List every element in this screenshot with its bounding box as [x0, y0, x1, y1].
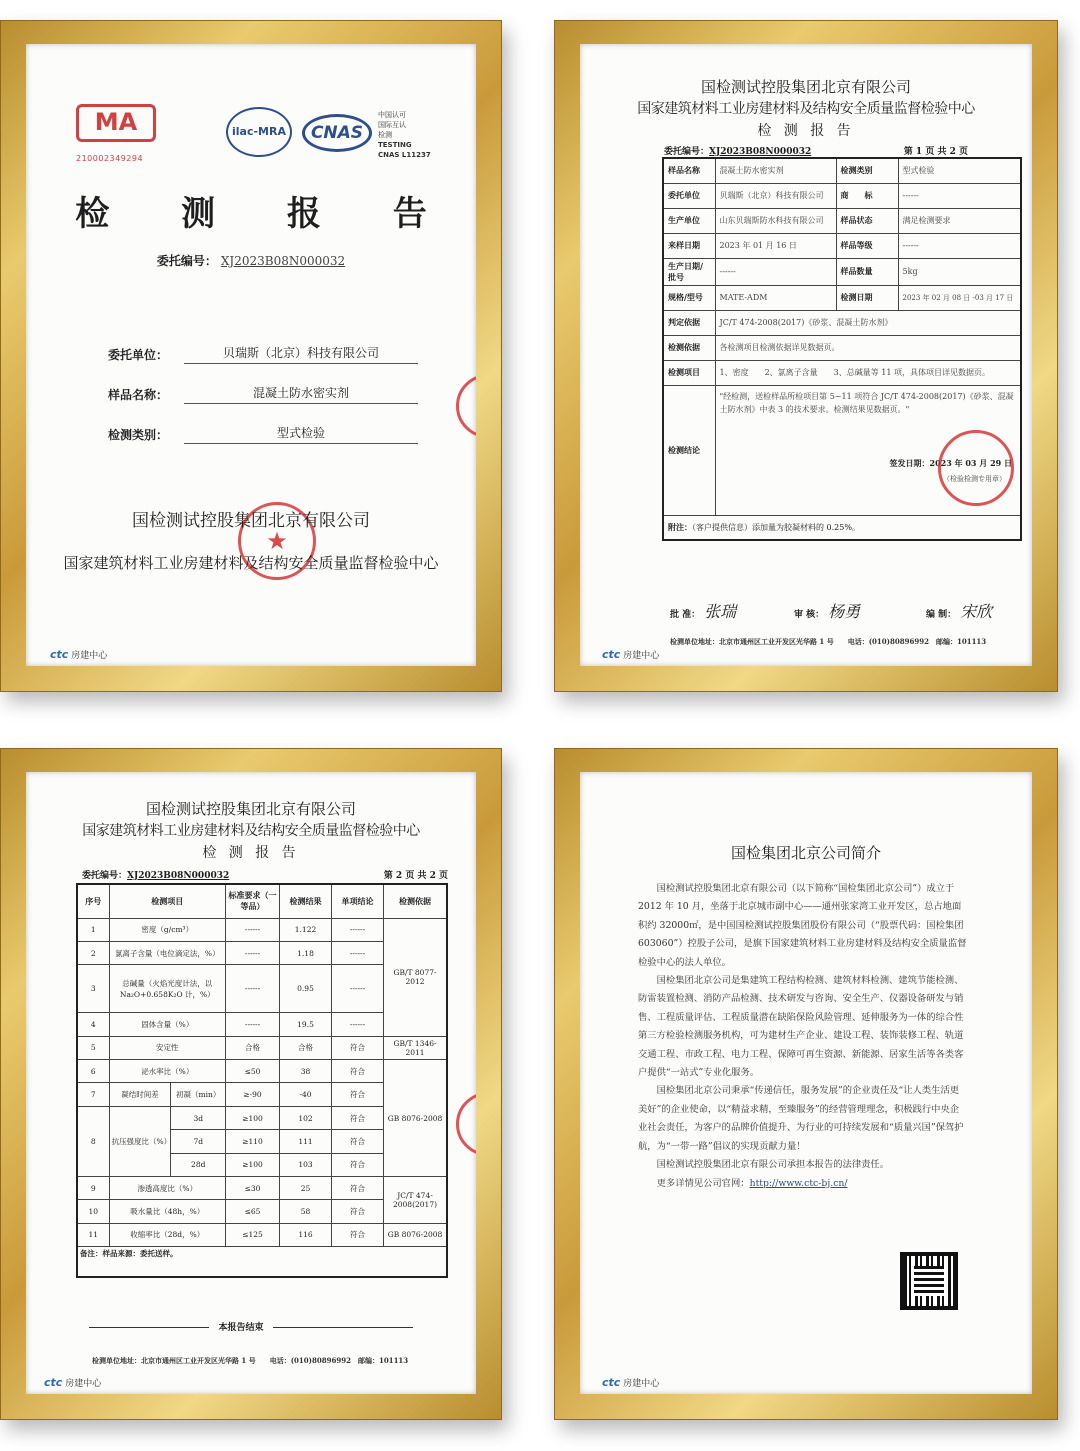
cnas-accreditation-text: 中国认可 国际互认 检测 TESTING CNAS L11237	[378, 111, 431, 159]
profile-paragraph: 国检集团北京公司是集建筑工程结构检测、建筑材料检测、建筑节能检测、防雷装置检测、消防产品检测、技术研发与咨询、安全生产、仪器设备研发与销售、工程质量评估、工程质量潜在缺陷保险风险管理、延伸服务为一体的综合性第三方检验检测服务机构，可为建材生产企业、建设工程、装饰装修工程、轨道交通工程、市政工程、电力工程、保障可再生资源、新能源、居家生活等各类客户提供“一站式”专业化服务。	[638, 975, 964, 1079]
ctc-logo: ctc	[602, 1376, 621, 1389]
ctc-brand: ctc 房建中心	[602, 648, 660, 661]
table-row: 7d ≥110 111 符合	[77, 1130, 447, 1153]
website-line: 更多详情见公司官网：http://www.ctc-bj.cn/	[656, 1177, 848, 1189]
org-name-line-2: 国家建筑材料工业房建材料及结构安全质量监督检验中心	[82, 823, 420, 839]
table-row: 附注：（客户提供信息）添加量为胶凝材料的 0.25%。	[663, 515, 1021, 540]
cma-logo: MA	[76, 104, 156, 142]
test-results-table	[76, 883, 448, 1278]
field-test-type: 检测类别： 型式检验	[108, 422, 418, 446]
table-row: 5 安定性 合格 合格 符合 GB/T 1346-2011	[77, 1036, 447, 1059]
table-row: 28d ≥100 103 符合	[77, 1153, 447, 1176]
certificate-frame-1	[0, 20, 502, 692]
org-name-line-2: 国家建筑材料工业房建材料及结构安全质量监督检验中心	[637, 101, 975, 117]
table-row: 9 渗透高度比（%） ≤30 25 符合 JC/T 474-2008(2017)	[77, 1177, 447, 1200]
table-row: 生产日期/批号 ------ 样品数量 5kg	[663, 258, 1021, 285]
report-title: 检 测 报 告	[202, 845, 300, 861]
table-row: 1 密度（g/cm³） ------ 1.122 ------ GB/T 8077-2012	[77, 918, 447, 941]
website-link[interactable]: http://www.ctc-bj.cn/	[749, 1177, 848, 1189]
org-name-line-1: 国检测试控股集团北京有限公司	[700, 78, 911, 96]
table-row: 11 收缩率比（28d，%） ≤125 116 符合 GB 8076-2008	[77, 1223, 447, 1246]
commission-number: 委托编号： XJ2023B08N000032	[156, 254, 346, 268]
ctc-logo: ctc	[602, 648, 621, 661]
qr-code-icon[interactable]	[900, 1252, 958, 1310]
field-sample-name: 样品名称： 混凝土防水密实剂	[108, 382, 418, 406]
ctc-logo: ctc	[50, 648, 69, 661]
report-cover-page	[26, 44, 476, 666]
ilac-mra-logo: ilac-MRA	[226, 107, 292, 157]
org-name-line-2: 国家建筑材料工业房建材料及结构安全质量监督检验中心	[63, 554, 439, 572]
table-row: 来样日期 2023 年 01 月 16 日 样品等级 ------	[663, 233, 1021, 258]
footer-address: 检测单位地址：北京市通州区工业开发区光华路 1 号 电话：(010)80896992 邮编：101113	[92, 1356, 409, 1365]
conclusion-row: 检测结论 "经检测，送检样品所检项目第 5~11 项符合 JC/T 474-2008(2017)《砂浆、混凝土防水剂》中表 3 的技术要求。检测结果见数据页。" 签发日期：2023 年 03 月 29 日 （检验检测专用章）	[663, 385, 1021, 515]
table-row: 检测项目 1、密度 2、氯离子含量 3、总碱量等 11 项，具体项目详见数据页。	[663, 360, 1021, 385]
profile-paragraph: 国检集团北京公司秉承“传递信任，服务发展”的企业责任及“让人类生活更美好”的企业使命，以“精益求精，至臻服务”的经营管理理念，积极践行中央企业社会责任，为客户的品牌价值提升、为行业的可持续发展和“质量兴国”保驾护航，为“一带一路”倡议的实现贡献力量！	[638, 1085, 964, 1152]
company-profile-page	[580, 772, 1032, 1394]
page-info: 第 2 页 共 2 页	[383, 871, 448, 881]
org-name-line-1: 国检测试控股集团北京有限公司	[132, 511, 370, 531]
certificate-frame-2	[554, 20, 1058, 692]
table-note-row: 备注：样品来源：委托送样。	[77, 1247, 447, 1277]
red-seal-stamp: ★	[238, 502, 316, 580]
table-row: 样品名称 混凝土防水密实剂 检测类别 型式检验	[663, 158, 1021, 183]
table-row: 8 抗压强度比（%） 3d ≥100 102 符合	[77, 1106, 447, 1129]
table-row: 判定依据 JC/T 474-2008(2017)《砂浆、混凝土防水剂》	[663, 310, 1021, 335]
table-row: 规格/型号 MATE-ADM 检测日期 2023 年 02 月 08 日 -03 月 17 日	[663, 285, 1021, 310]
ctc-brand: ctc 房建中心	[50, 648, 108, 661]
table-row: 6 泌水率比（%） ≤50 38 符合 GB 8076-2008	[77, 1060, 447, 1083]
table-row: 检测依据 各检测项目检测依据详见数据页。	[663, 335, 1021, 360]
summary-table	[662, 157, 1022, 541]
table-row: 3 总碱量（火焰光度计法，以 Na₂O+0.658K₂O 计，%） ------ 0.95 ------	[77, 965, 447, 1013]
profile-title: 国检集团北京公司简介	[730, 844, 881, 862]
report-end-marker: 本报告结束	[82, 1320, 420, 1333]
profile-paragraph: 国检测试控股集团北京有限公司（以下简称“国检集团北京公司”）成立于 2012 年 10 月，坐落于北京城市副中心——通州张家湾工业开发区，总占地面积约 32000㎡，是中国国检测试控股集团股份有限公司（“股票代码：国检集团 603060”）控股子公司，是旗下国家建筑材料工业房建材料及结构安全质量监督检验中心的法人单位。	[638, 883, 967, 968]
report-summary-page	[580, 44, 1032, 666]
commission-number: 委托编号：XJ2023B08N000032	[82, 871, 230, 881]
table-row: 10 吸水量比（48h，%） ≤65 58 符合	[77, 1200, 447, 1223]
cnas-logo: CNAS	[302, 114, 372, 152]
field-client: 委托单位： 贝瑞斯（北京）科技有限公司	[108, 342, 418, 366]
report-data-page	[26, 772, 476, 1394]
table-header-row: 序号 检测项目 标准要求（一等品） 检测结果 单项结论 检测依据	[77, 884, 447, 918]
certificate-frame-3	[0, 748, 502, 1420]
certificate-frame-4	[554, 748, 1058, 1420]
profile-body	[638, 880, 968, 1193]
partial-seal-stamp	[456, 374, 476, 438]
signature-approve: 批 准： 张瑞	[670, 602, 737, 621]
report-title: 检 测 报 告	[757, 123, 855, 139]
table-row: 7 凝结时间差 初凝（min） ≥-90 -40 符合	[77, 1083, 447, 1106]
footer-address: 检测单位地址：北京市通州区工业开发区光华路 1 号 电话：(010)80896992 邮编：101113	[670, 637, 987, 646]
table-row: 4 固体含量（%） ------ 19.5 ------	[77, 1013, 447, 1036]
signature-review: 审 核： 杨勇	[794, 602, 861, 621]
partial-seal-stamp	[456, 1092, 476, 1156]
ctc-brand: ctc 房建中心	[44, 1376, 102, 1389]
table-row: 生产单位 山东贝瑞斯防水科技有限公司 样品状态 满足检测要求	[663, 208, 1021, 233]
profile-paragraph: 国检测试控股集团北京有限公司承担本报告的法律责任。	[656, 1159, 890, 1171]
inspection-seal-stamp	[938, 430, 1014, 506]
table-row: 委托单位 贝瑞斯（北京）科技有限公司 商 标 ------	[663, 183, 1021, 208]
table-row: 2 氯离子含量（电位滴定法，%） ------ 1.18 ------	[77, 941, 447, 964]
ctc-logo: ctc	[44, 1376, 63, 1389]
page-info: 第 1 页 共 2 页	[903, 147, 968, 157]
cma-number: 210002349294	[76, 154, 144, 163]
org-name-line-1: 国检测试控股集团北京有限公司	[145, 800, 356, 818]
report-title: 检 测 报 告	[75, 194, 457, 234]
signature-compile: 编 制： 宋欣	[926, 602, 993, 621]
ctc-brand: ctc 房建中心	[602, 1376, 660, 1389]
commission-number: 委托编号：XJ2023B08N000032	[664, 147, 812, 157]
